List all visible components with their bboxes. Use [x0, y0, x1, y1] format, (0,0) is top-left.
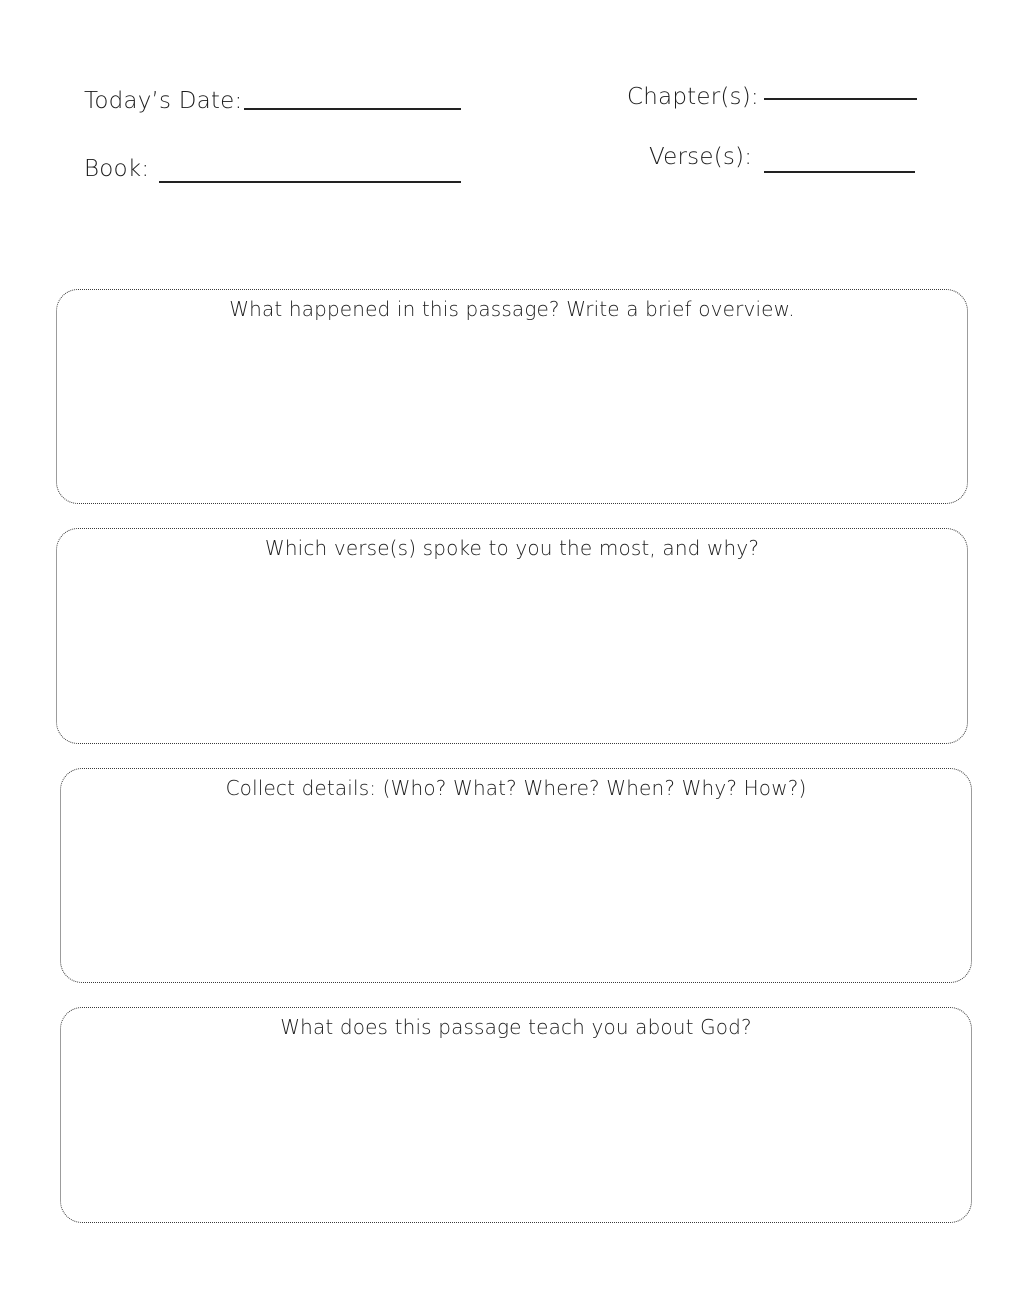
- overview-box[interactable]: [56, 289, 968, 504]
- chapter-label: Chapter(s):: [627, 84, 759, 110]
- date-input-line[interactable]: [244, 108, 461, 110]
- about-god-prompt: What does this passage teach you about God?: [280, 1015, 752, 1039]
- verse-input-line[interactable]: [764, 171, 915, 173]
- chapter-input-line[interactable]: [764, 98, 917, 100]
- details-box[interactable]: [60, 768, 972, 983]
- key-verse-box[interactable]: [56, 528, 968, 744]
- overview-prompt: What happened in this passage? Write a brief overview.: [229, 297, 795, 321]
- book-input-line[interactable]: [159, 181, 461, 183]
- key-verse-prompt: Which verse(s) spoke to you the most, and why?: [264, 536, 760, 560]
- verse-label: Verse(s):: [649, 144, 753, 170]
- date-label: Today’s Date:: [84, 88, 243, 114]
- book-label: Book:: [84, 156, 150, 182]
- details-prompt: Collect details: (Who? What? Where? When? Why? How?): [225, 776, 807, 800]
- about-god-box[interactable]: [60, 1007, 972, 1223]
